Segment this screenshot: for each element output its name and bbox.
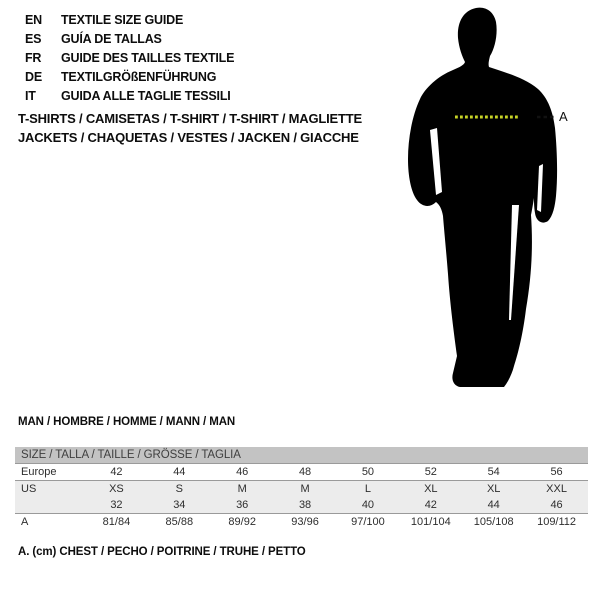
product-line-tshirts: T-SHIRTS / CAMISETAS / T-SHIRT / T-SHIRT / MAGLIETTE (18, 111, 362, 126)
size-cell: 105/108 (473, 516, 514, 528)
size-table-header: SIZE / TALLA / TAILLE / GRÖSSE / TAGLIA (15, 447, 588, 464)
language-code: EN (25, 12, 42, 27)
size-cell: 44 (148, 464, 211, 481)
size-table (15, 447, 588, 530)
language-code: IT (25, 88, 36, 103)
size-cell: 54 (462, 464, 525, 481)
size-cell: XXL (546, 483, 567, 495)
man-silhouette-svg (398, 4, 588, 396)
table-row-chest-a (15, 514, 588, 531)
language-row (25, 86, 234, 105)
table-row-us (15, 481, 588, 498)
size-cell: S (175, 483, 183, 495)
size-cell: 32 (85, 497, 148, 514)
size-cell: 85/88 (165, 516, 194, 528)
language-list (25, 10, 234, 105)
language-row (25, 67, 234, 86)
size-table-header-row (15, 447, 588, 464)
man-silhouette (408, 8, 557, 387)
size-cell: 44 (462, 497, 525, 514)
language-row (25, 48, 234, 67)
language-title: TEXTILE SIZE GUIDE (61, 12, 184, 27)
row-label (15, 497, 85, 514)
row-label: US (21, 483, 37, 495)
size-cell: M (300, 483, 310, 495)
size-cell: 101/104 (410, 516, 451, 528)
row-label: A (21, 516, 29, 528)
section-title: MAN / HOMBRE / HOMME / MANN / MAN (18, 416, 236, 428)
product-types (18, 109, 362, 147)
size-cell: 50 (337, 464, 400, 481)
table-row-europe (15, 464, 588, 481)
row-label: Europe (15, 464, 85, 481)
language-title: TEXTILGRÖßENFÜHRUNG (61, 69, 217, 84)
language-row (25, 10, 234, 29)
size-cell: 89/92 (228, 516, 256, 528)
size-cell: 34 (148, 497, 211, 514)
size-cell: 109/112 (537, 516, 577, 528)
language-row (25, 29, 234, 48)
size-cell: M (237, 483, 247, 495)
size-cell: 40 (337, 497, 400, 514)
size-cell: 46 (211, 464, 274, 481)
language-code: FR (25, 50, 42, 65)
size-cell: 38 (274, 497, 337, 514)
product-line-jackets: JACKETS / CHAQUETAS / VESTES / JACKEN / GIACCHE (18, 130, 359, 145)
size-cell: XL (486, 483, 501, 495)
size-cell: 97/100 (351, 516, 385, 528)
size-cell: 56 (525, 464, 588, 481)
language-title: GUIDA ALLE TAGLIE TESSILI (61, 88, 231, 103)
size-cell: L (364, 483, 371, 495)
size-cell: 48 (274, 464, 337, 481)
measurement-label-a: A (559, 109, 568, 124)
size-cell: 42 (85, 464, 148, 481)
size-cell: 46 (525, 497, 588, 514)
language-code: DE (25, 69, 42, 84)
size-cell: XS (109, 483, 124, 495)
table-row-numeric (15, 497, 588, 514)
size-cell: 42 (399, 497, 462, 514)
size-cell: XL (424, 483, 438, 495)
man-silhouette-figure (398, 4, 598, 396)
language-title: GUIDE DES TAILLES TEXTILE (61, 50, 235, 65)
size-cell: 52 (399, 464, 462, 481)
size-cell: 93/96 (291, 516, 319, 528)
language-code: ES (25, 31, 42, 46)
measurement-footnote: A. (cm) CHEST / PECHO / POITRINE / TRUHE / PETTO (18, 546, 306, 558)
size-cell: 81/84 (102, 516, 131, 528)
language-title: GUÍA DE TALLAS (61, 31, 162, 46)
size-cell: 36 (211, 497, 274, 514)
